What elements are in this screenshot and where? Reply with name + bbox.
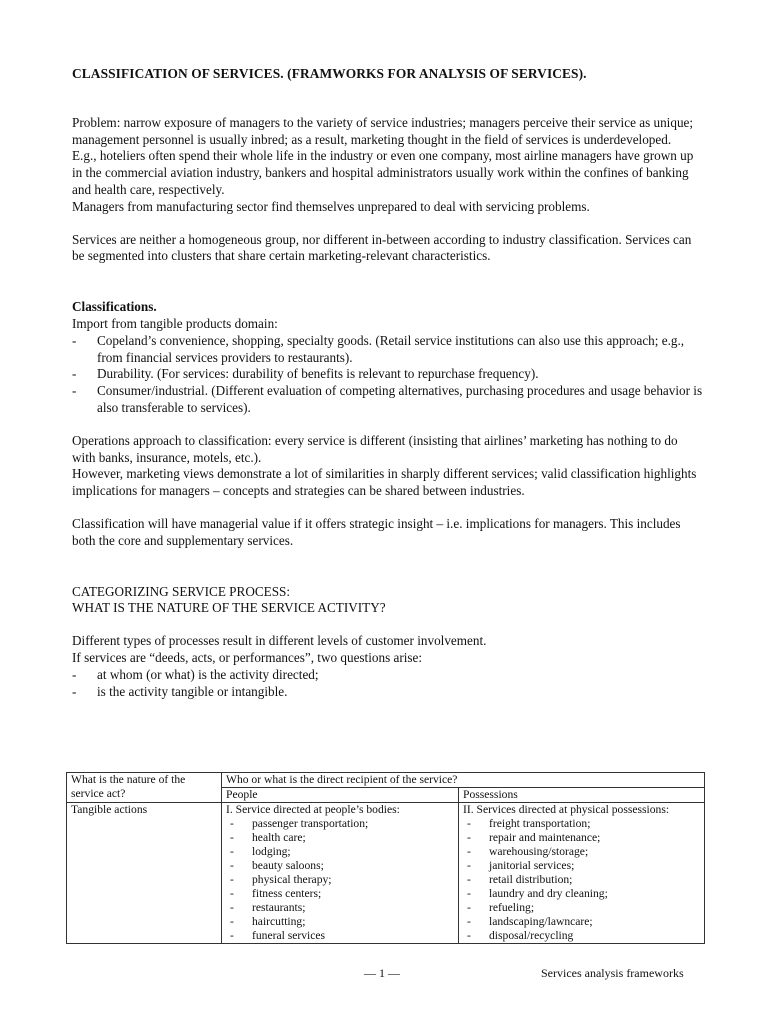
list-item: - lodging; <box>226 845 454 859</box>
services-paragraph: Services are neither a homogeneous group, nor different in-between according to industry classification. Services can be segmented into clusters that share certain marketing-relevant characteristics. <box>72 231 692 264</box>
possessions-cell-title: II. Services directed at physical possessions: <box>463 803 670 816</box>
process-section <box>72 633 704 700</box>
list-item: - retail distribution; <box>463 873 700 887</box>
list-item: - fitness centers; <box>226 887 454 901</box>
categorizing-section <box>72 584 704 618</box>
list-item: - Durability. (For services: durability of benefits is relevant to repurchase frequency). <box>72 366 704 383</box>
list-item: - restaurants; <box>226 901 454 915</box>
list-item: - janitorial services; <box>463 859 700 873</box>
page-number: — 1 — <box>364 966 400 980</box>
table-corner-cell: What is the nature of the service act? <box>67 773 222 803</box>
list-item: - is the activity tangible or intangible. <box>72 684 704 701</box>
operations-section <box>72 433 704 500</box>
classifications-lead: Import from tangible products domain: <box>72 315 278 331</box>
list-item: - haircutting; <box>226 915 454 929</box>
services-section <box>72 232 704 266</box>
process-line: Different types of processes result in different levels of customer involvement. <box>72 633 487 649</box>
list-item: - refueling; <box>463 901 700 915</box>
list-item: - funeral services <box>226 929 454 943</box>
list-item: - landscaping/lawncare; <box>463 915 700 929</box>
managerial-paragraph: Classification will have managerial value if it offers strategic insight – i.e. implications for managers. This includes both the core and supplementary services. <box>72 515 681 548</box>
running-title: Services analysis frameworks <box>541 966 684 980</box>
people-cell <box>222 803 459 944</box>
list-item: - Copeland’s convenience, shopping, specialty goods. (Retail service institutions can also use this approach; e.g., from financial services providers to restaurants). <box>72 333 704 367</box>
categorizing-heading: CATEGORIZING SERVICE PROCESS: <box>72 583 291 599</box>
document-body <box>72 66 704 700</box>
column-header-possessions: Possessions <box>459 788 705 803</box>
list-item: - physical therapy; <box>226 873 454 887</box>
list-item: - laundry and dry cleaning; <box>463 887 700 901</box>
list-item: - warehousing/storage; <box>463 845 700 859</box>
table-row <box>67 803 705 944</box>
possessions-services-list <box>463 817 700 943</box>
nature-question-heading: WHAT IS THE NATURE OF THE SERVICE ACTIVITY? <box>72 600 386 616</box>
marketing-views-paragraph: However, marketing views demonstrate a lot of similarities in sharply different services; valid classification highlights implications for managers – concepts and strategies can be shared between industries. <box>72 466 697 499</box>
service-classification-table <box>66 772 705 944</box>
list-item: - freight transportation; <box>463 817 700 831</box>
list-item: - repair and maintenance; <box>463 831 700 845</box>
classifications-heading: Classifications. <box>72 299 157 315</box>
column-header-people: People <box>222 788 459 803</box>
people-services-list <box>226 817 454 943</box>
questions-list <box>72 667 704 701</box>
intro-problem: Problem: narrow exposure of managers to the variety of service industries; managers perceive their service as unique; management personnel is usually inbred; as a result, marketing thought in the field of services is underdeveloped. <box>72 114 694 147</box>
list-item: - beauty saloons; <box>226 859 454 873</box>
operations-paragraph: Operations approach to classification: every service is different (insisting that airlines’ marketing has nothing to do with banks, insurance, motels, etc.). <box>72 432 678 465</box>
list-item: - at whom (or what) is the activity directed; <box>72 667 704 684</box>
intro-section <box>72 115 704 216</box>
recipient-header: Who or what is the direct recipient of the service? <box>222 773 705 788</box>
possessions-cell <box>459 803 705 944</box>
questions-line: If services are “deeds, acts, or performances”, two questions arise: <box>72 649 423 665</box>
list-item: - Consumer/industrial. (Different evaluation of competing alternatives, purchasing procedures and usage behavior is also transferable to services). <box>72 383 704 417</box>
list-item: - health care; <box>226 831 454 845</box>
intro-example: E.g., hoteliers often spend their whole life in the industry or even one company, most airline managers have grown up in the commercial aviation industry, bankers and hospital administrators usually work within the confines of banking and health care, respectively. <box>72 148 694 197</box>
row-label-tangible: Tangible actions <box>67 803 222 944</box>
intro-managers: Managers from manufacturing sector find themselves unprepared to deal with servicing problems. <box>72 198 590 214</box>
classifications-list <box>72 333 704 417</box>
people-cell-title: I. Service directed at people’s bodies: <box>226 803 400 816</box>
page-title: CLASSIFICATION OF SERVICES. (FRAMWORKS FOR ANALYSIS OF SERVICES). <box>72 66 587 81</box>
classifications-section <box>72 299 704 417</box>
list-item: - disposal/recycling <box>463 929 700 943</box>
list-item: - passenger transportation; <box>226 817 454 831</box>
managerial-section <box>72 516 704 550</box>
